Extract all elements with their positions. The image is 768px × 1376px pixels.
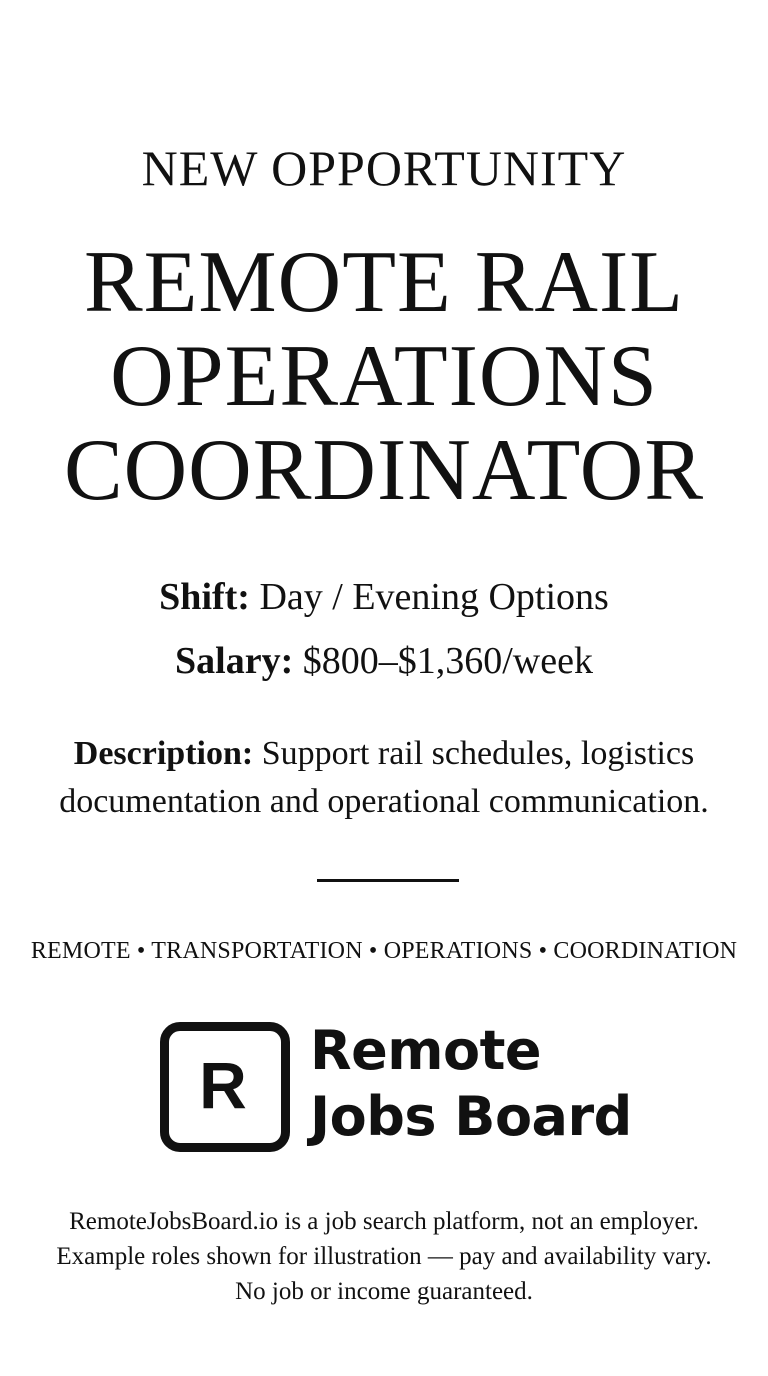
job-title-line-2: OPERATIONS bbox=[110, 328, 658, 425]
disclaimer-line-2: Example roles shown for illustration — pay and availability vary. bbox=[56, 1243, 712, 1270]
disclaimer-line-3: No job or income guaranteed. bbox=[235, 1278, 533, 1305]
job-title-line-1: REMOTE RAIL bbox=[83, 234, 685, 331]
shift-line bbox=[0, 574, 768, 620]
description-label: Description: bbox=[73, 735, 254, 772]
job-title-line-3: COORDINATOR bbox=[63, 422, 705, 519]
brand-name-line-1: Remote bbox=[310, 1019, 542, 1082]
logo-letter: R bbox=[199, 1048, 247, 1122]
brand-logo bbox=[158, 1020, 658, 1160]
shift-value: Day / Evening Options bbox=[259, 576, 609, 618]
disclaimer-line-1: RemoteJobsBoard.io is a job search platform, not an employer. bbox=[69, 1208, 699, 1235]
salary-label: Salary: bbox=[175, 640, 294, 682]
description bbox=[40, 730, 728, 826]
divider bbox=[317, 879, 459, 882]
category-tags: REMOTE • TRANSPORTATION • OPERATIONS • COORDINATION bbox=[30, 938, 738, 964]
shift-label: Shift: bbox=[159, 576, 250, 618]
description-value: Support rail schedules, logistics documentation and operational communication. bbox=[59, 735, 709, 820]
brand-name bbox=[310, 1018, 632, 1150]
salary-line bbox=[0, 638, 768, 684]
salary-value: $800–$1,360/week bbox=[302, 640, 593, 682]
brand-name-line-2: Jobs Board bbox=[310, 1085, 632, 1148]
job-title bbox=[0, 236, 768, 518]
disclaimer bbox=[20, 1204, 748, 1309]
eyebrow-heading: NEW OPPORTUNITY bbox=[141, 140, 627, 196]
